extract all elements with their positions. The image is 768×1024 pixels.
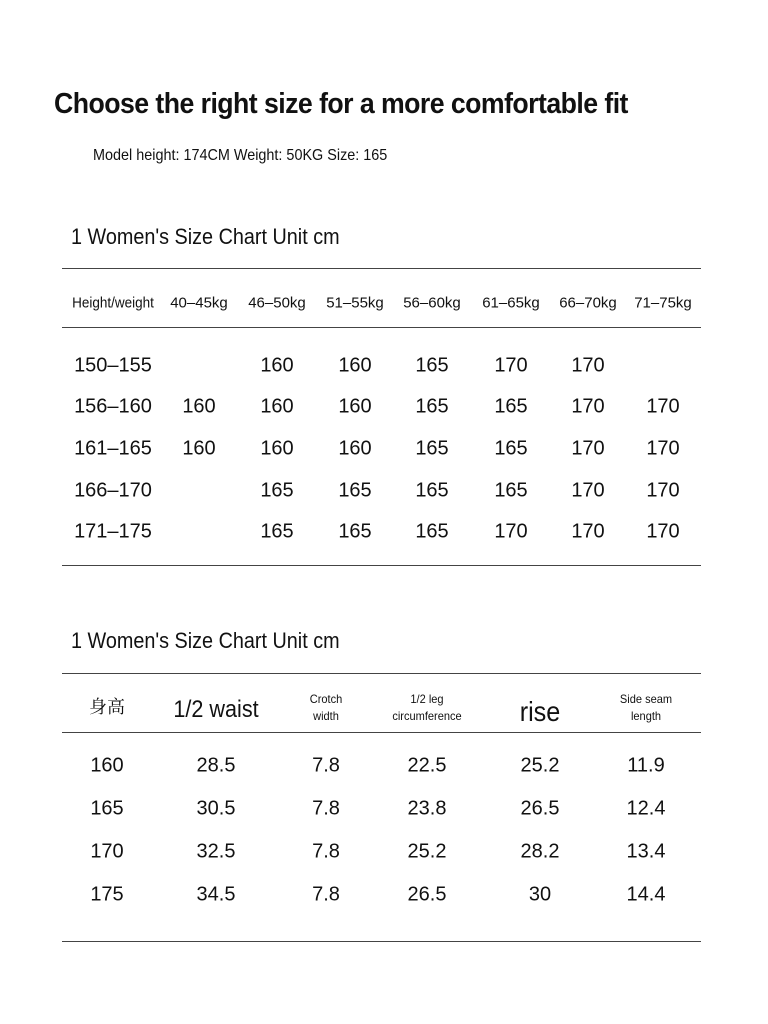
- table1-size-cell: 160: [338, 354, 372, 377]
- table1-size-cell: 165: [260, 520, 294, 543]
- table1-header-cell: 40–45kg: [170, 294, 228, 312]
- table1-size-cell: 165: [415, 520, 449, 543]
- table1-size-cell: 170: [571, 354, 605, 377]
- table1-size-cell: 165: [494, 479, 528, 502]
- table2-header-cell: rise: [519, 696, 561, 727]
- table2-measurement-cell: 25.2: [520, 754, 560, 777]
- table1-size-cell: 170: [646, 395, 680, 418]
- table2-header-cell: 1/2 leg circumference: [392, 692, 462, 723]
- table1-header-cell: 61–65kg: [482, 294, 540, 312]
- page-title: Choose the right size for a more comfortable fit: [54, 88, 628, 120]
- table2-top-rule: [62, 673, 701, 674]
- table2-measurement-cell: 28.5: [196, 754, 236, 777]
- table1-size-cell: 170: [571, 395, 605, 418]
- table1-size-cell: 170: [646, 479, 680, 502]
- table1-header-cell: 46–50kg: [248, 294, 306, 312]
- table1-size-cell: 165: [494, 437, 528, 460]
- table1-size-cell: 170: [646, 520, 680, 543]
- table1-header-cell: 66–70kg: [559, 294, 617, 312]
- table1-header-cell: Height/weight: [72, 294, 154, 312]
- table1-size-cell: 165: [494, 395, 528, 418]
- table2-measurement-cell: 11.9: [627, 754, 665, 777]
- table1-header-rule: [62, 327, 701, 328]
- table2-measurement-cell: 26.5: [520, 797, 560, 820]
- table2-measurement-cell: 32.5: [196, 840, 236, 863]
- table1-row-height: 161–165: [74, 437, 152, 460]
- model-info: Model height: 174CM Weight: 50KG Size: 165: [93, 147, 388, 164]
- table2-header-cell: Crotch width: [309, 692, 343, 723]
- table1-size-cell: 160: [260, 395, 294, 418]
- table2-measurement-cell: 14.4: [626, 883, 666, 906]
- table1-row-height: 150–155: [74, 354, 152, 377]
- table2-row-size: 160: [90, 754, 124, 777]
- table2-measurement-cell: 7.8: [312, 797, 340, 820]
- table1-header-cell: 56–60kg: [403, 294, 461, 312]
- table1-size-cell: 160: [260, 354, 294, 377]
- table2-row-size: 170: [90, 840, 124, 863]
- table2-row-size: 175: [90, 883, 124, 906]
- table1-row-height: 171–175: [74, 520, 152, 543]
- table1-size-cell: 165: [415, 354, 449, 377]
- table2-header-cell: Side seam length: [619, 692, 673, 723]
- table1-size-cell: 160: [182, 395, 216, 418]
- table2-measurement-cell: 13.4: [626, 840, 666, 863]
- table2-measurement-cell: 30: [528, 883, 552, 906]
- table1-size-cell: 165: [338, 479, 372, 502]
- table1-size-cell: 170: [646, 437, 680, 460]
- table2-measurement-cell: 7.8: [312, 754, 340, 777]
- table1-size-cell: 165: [415, 479, 449, 502]
- table1-size-cell: 170: [494, 354, 528, 377]
- table1-size-cell: 170: [571, 437, 605, 460]
- table2-row-size: 165: [90, 797, 124, 820]
- table1-row-height: 166–170: [74, 479, 152, 502]
- table1-size-cell: 165: [260, 479, 294, 502]
- table1-size-cell: 160: [338, 437, 372, 460]
- table1-size-cell: 160: [182, 437, 216, 460]
- table1-size-cell: 165: [338, 520, 372, 543]
- table2-header-cell: 1/2 waist: [173, 696, 259, 723]
- table1-size-cell: 170: [571, 479, 605, 502]
- table2-title: 1 Women's Size Chart Unit cm: [71, 628, 340, 653]
- table2-measurement-cell: 23.8: [407, 797, 447, 820]
- table2-measurement-cell: 7.8: [312, 840, 340, 863]
- table1-bottom-rule: [62, 565, 701, 566]
- table1-size-cell: 160: [338, 395, 372, 418]
- table2-header-cell: 身高: [89, 697, 125, 718]
- table2-measurement-cell: 22.5: [407, 754, 447, 777]
- table1-size-cell: 160: [260, 437, 294, 460]
- table1-header-cell: 51–55kg: [326, 294, 384, 312]
- table2-measurement-cell: 30.5: [196, 797, 236, 820]
- table1-title: 1 Women's Size Chart Unit cm: [71, 224, 340, 249]
- table1-top-rule: [62, 268, 701, 269]
- table1-size-cell: 165: [415, 437, 449, 460]
- table2-measurement-cell: 12.4: [626, 797, 666, 820]
- table1-size-cell: 165: [415, 395, 449, 418]
- table2-bottom-rule: [62, 941, 701, 942]
- table1-header-cell: 71–75kg: [634, 294, 692, 312]
- table2-measurement-cell: 26.5: [407, 883, 447, 906]
- table1-row-height: 156–160: [74, 395, 152, 418]
- table1-size-cell: 170: [494, 520, 528, 543]
- table1-size-cell: 170: [571, 520, 605, 543]
- table2-measurement-cell: 25.2: [407, 840, 447, 863]
- table2-measurement-cell: 28.2: [520, 840, 560, 863]
- table2-measurement-cell: 34.5: [196, 883, 236, 906]
- table2-measurement-cell: 7.8: [312, 883, 340, 906]
- table2-header-rule: [62, 732, 701, 733]
